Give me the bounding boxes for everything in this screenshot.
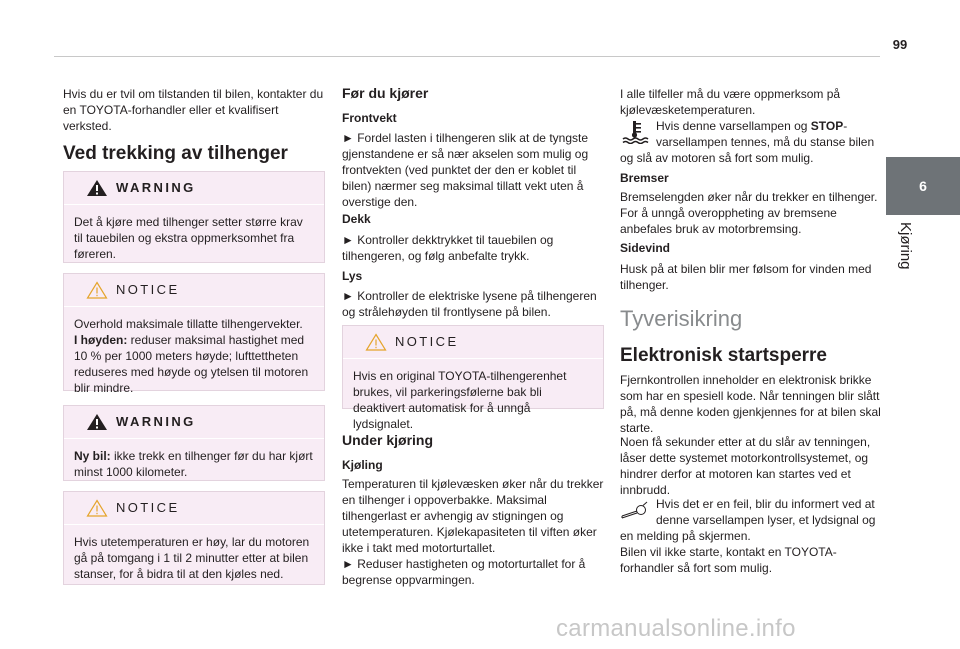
- dekk-text: ► Kontroller dekktrykket til tauebilen og tilhengeren, og følg anbefalte trykk.: [342, 233, 554, 263]
- warning-text-rest: ikke trekk en tilhenger før du har kjørt minst 1000 kilometer.: [74, 449, 313, 479]
- notice-text: [64, 307, 324, 406]
- warning-box-1: [63, 171, 325, 263]
- warning-text: Det å kjøre med tilhenger setter større krav til tauebilen og ekstra oppmerksomhet fra føreren.: [74, 215, 303, 261]
- stop-line-3: og slå av motoren så fort som mulig.: [620, 151, 814, 165]
- fault-line-1: Hvis det er en feil, blir du informert ved at: [656, 497, 875, 511]
- notice-triangle-icon: [86, 281, 108, 299]
- section-heading-trailer: Ved trekking av tilhenger: [63, 143, 288, 164]
- warning-label: WARNING: [116, 180, 196, 195]
- subheading-frontvekt: Frontvekt: [342, 111, 397, 125]
- key-warning-icon: [620, 500, 650, 522]
- warning-triangle-icon: [86, 179, 108, 197]
- stop-text-b: -: [843, 119, 848, 133]
- page-number: 99: [892, 37, 908, 52]
- notice-box-3: [342, 325, 604, 431]
- frontvekt-text: ► Fordel lasten i tilhengeren slik at de tyngste gjenstandene er så nær akselen som mulig og frontvekten (ved punktet der den er koblet til bilen) nærmer seg maksimal tillatt vekt uten å overstige den.: [342, 131, 589, 209]
- notice-label: NOTICE: [116, 500, 180, 515]
- fault-line-2: denne varsellampen lyser, et lydsignal og: [656, 513, 876, 527]
- subheading-lys: Lys: [342, 269, 363, 283]
- lys-text: ► Kontroller de elektriske lysene på tilhengeren og strålehøyden til frontlysene på bilen.: [342, 289, 597, 319]
- notice-text-line1: Overhold maksimale tillatte tilhengervekter.: [74, 317, 303, 331]
- notice-label: NOTICE: [395, 334, 459, 349]
- heading-immobiliser: Elektronisk startsperre: [620, 345, 827, 366]
- warning-box-2: [63, 405, 325, 481]
- stop-text-a: Hvis denne varsellampen og: [656, 119, 811, 133]
- warning-text: [64, 439, 324, 490]
- warning-bold-lead: Ny bil:: [74, 449, 111, 463]
- notice-box-2: [63, 491, 325, 585]
- kjoling-text: Temperaturen til kjølevæsken øker når du trekker en tilhenger i oppoverbakke. Maksimal tilhengerlast er avhengig av stigningen og utetemperaturen. Kjølekapasiteten til viften øker ikke i takt med motorturtallet.: [342, 477, 604, 555]
- heading-before-driving: Før du kjører: [342, 85, 429, 101]
- notice-text: Hvis en original TOYOTA-tilhengerenhet brukes, vil parkeringsfølerne bak bli deaktivert automatisk for å unngå lydsignalet.: [353, 369, 567, 431]
- left-intro: Hvis du er tvil om tilstanden til bilen, kontakter du en TOYOTA-forhandler eller et kvalifisert verksted.: [63, 87, 324, 133]
- warning-label: WARNING: [116, 414, 196, 429]
- sidevind-text: Husk på at bilen blir mer følsom for vinden med tilhenger.: [620, 262, 872, 292]
- chapter-label: [876, 222, 936, 282]
- stop-bold: STOP: [810, 119, 844, 133]
- chapter-label-text: Kjøring: [897, 222, 914, 270]
- immobiliser-para-3: Bilen vil ikke starte, kontakt en TOYOTA-forhandler så fort som mulig.: [620, 545, 837, 575]
- notice-bold-lead: I høyden:: [74, 333, 128, 347]
- chapter-number: 6: [919, 178, 927, 194]
- notice-label: NOTICE: [116, 282, 180, 297]
- subheading-sidevind: Sidevind: [620, 241, 671, 255]
- heading-while-driving: Under kjøring: [342, 432, 434, 448]
- bremser-text: Bremselengden øker når du trekker en tilhenger. For å unngå overoppheting av bremsene anbefales bruk av motorbremsing.: [620, 190, 878, 236]
- header-rule: [54, 56, 880, 57]
- watermark: carmanualsonline.info: [556, 615, 796, 642]
- immobiliser-para-1: Fjernkontrollen inneholder en elektronisk brikke som har en spesiell kode. Når tenningen blir slått på, må denne koden gjenkjennes for at bilen skal starte.: [620, 373, 881, 435]
- notice-triangle-icon: [365, 333, 387, 351]
- section-title-theft: Tyverisikring: [620, 306, 743, 331]
- notice-triangle-icon: [86, 499, 108, 517]
- notice-box-1: [63, 273, 325, 395]
- notice-text: Hvis utetemperaturen er høy, lar du motoren gå på tomgang i 1 til 2 minutter etter at bilen stanser, for å bidra til at den kjøles ned.: [74, 535, 310, 581]
- warning-triangle-icon: [86, 413, 108, 431]
- subheading-bremser: Bremser: [620, 171, 669, 185]
- subheading-kjoling: Kjøling: [342, 458, 383, 472]
- coolant-temperature-icon: [620, 120, 650, 144]
- subheading-dekk: Dekk: [342, 212, 371, 226]
- right-intro: I alle tilfeller må du være oppmerksom på kjølevæsketemperaturen.: [620, 87, 841, 117]
- stop-line-1: [656, 118, 882, 134]
- stop-line-2: varsellampen tennes, må du stanse bilen: [656, 135, 875, 149]
- kjoling-action: ► Reduser hastigheten og motorturtallet for å begrense oppvarmingen.: [342, 557, 586, 587]
- fault-line-3: en melding på skjermen.: [620, 529, 751, 543]
- notice-text-rest: reduser maksimal hastighet med 10 % per 1000 meters høyde; lufttettheten reduseres med høyde og ytelsen til motoren blir mindre.: [74, 333, 309, 395]
- immobiliser-para-2: Noen få sekunder etter at du slår av tenningen, låser dette systemet motorkontrollsystemet, og hindrer derfor at motoren kan startes ved et innbrudd.: [620, 435, 871, 497]
